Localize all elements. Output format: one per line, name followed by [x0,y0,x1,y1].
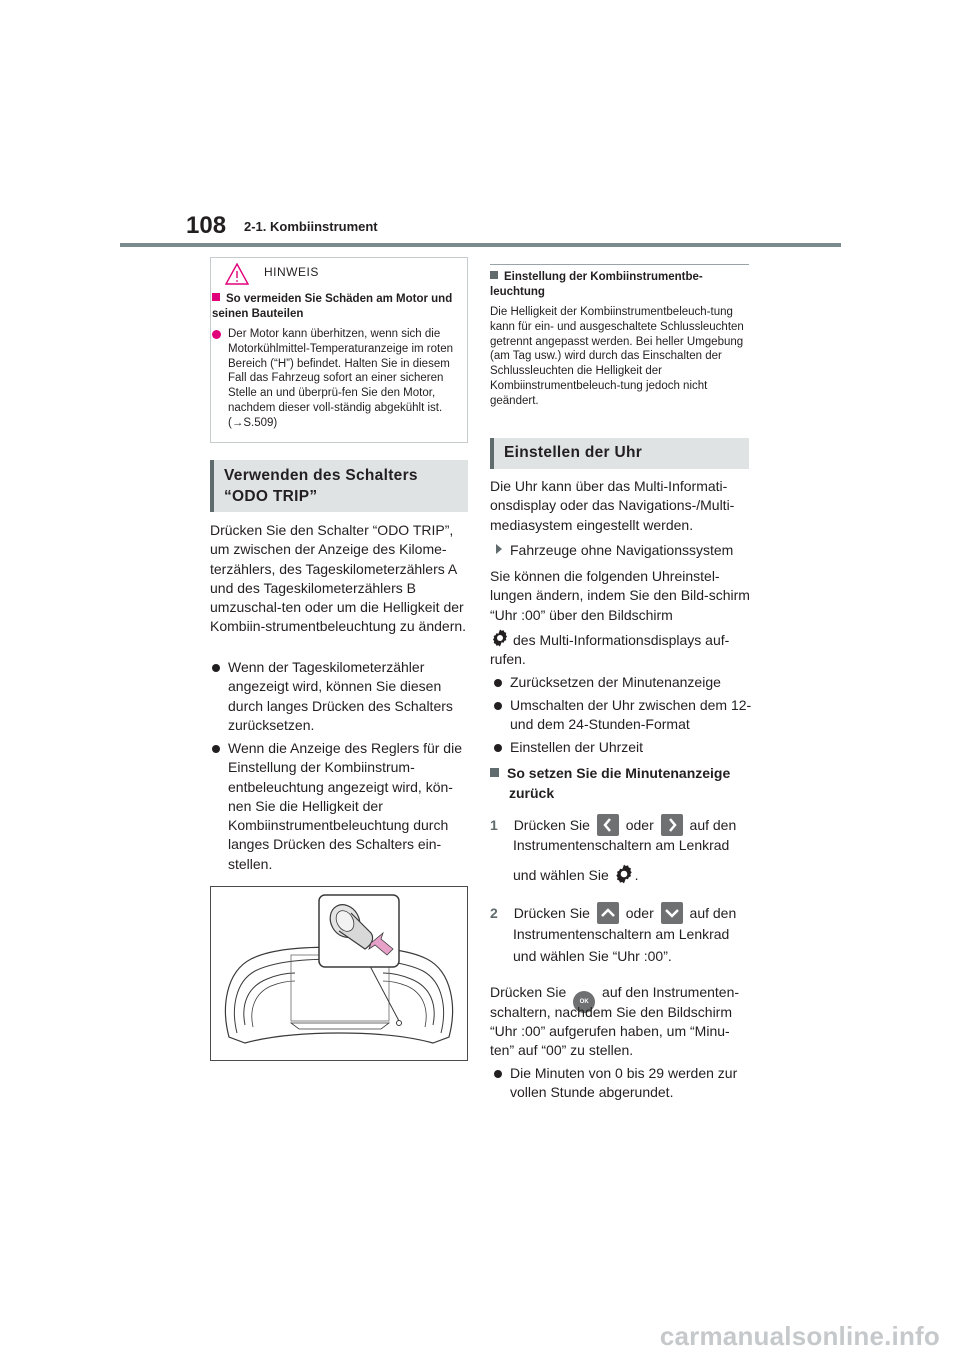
brightness-subhead-text: Einstellung der Kombiinstrumentbe-leuchtung [490,271,703,298]
reset-minutes-subhead-line-1: So setzen Sie die Minutenanzeige [507,765,731,781]
watermark: carmanualsonline.info [659,1321,940,1351]
section-heading-odo-trip [210,460,468,512]
arrow-right-button-icon [661,814,683,836]
step-1-text-f: . [634,867,639,883]
header-rule [120,243,841,247]
step-1-text-e: und wählen Sie [513,867,609,883]
brightness-text: Die Helligkeit der Kombiinstrumentbeleuch-tung kann für ein- und ausgeschaltete Schlussleuchten getrennt angepasst werden. Bei heller Umgebung (am Tag usw.) wird durch das Einschalten der Schlussleuchten die Helligkeit der Kombiinstrumentbeleuch-tung jedoch nicht geändert. [490,306,744,407]
notice-heading [212,292,462,322]
arrow-left-button-icon [597,814,619,836]
step-2-text-c: auf den [689,905,737,921]
final-line-2: schaltern, nachdem Sie den Bildschirm [490,1004,733,1020]
step-1-text-a: Drücken Sie [513,817,590,833]
step-2-line-3: und wählen Sie “Uhr :00”. [513,948,672,964]
final-text-b: auf den Instrumenten- [602,984,740,1000]
settings-gear-icon [490,629,510,649]
square-bullet-icon [490,768,499,777]
step-1-text-c: auf den [689,817,737,833]
section-heading-bar [490,438,494,469]
section-heading-bar [210,460,214,512]
arrow-up-button-icon [597,902,619,924]
final-line-3: “Uhr :00” aufgerufen haben, um “Minu- [490,1023,730,1039]
reset-minutes-subhead [490,764,752,803]
vehicle-type-note-text: Fahrzeuge ohne Navigationssystem [510,542,734,558]
step-1-line-1 [490,814,752,836]
step-2-line-1 [490,902,752,924]
step-1-text-b: oder [625,817,654,833]
section-heading-clock-text: Einstellen der Uhr [504,444,643,461]
notice-body: Der Motor kann überhitzen, wenn sich die Motorkühlmittel-Temperaturanzeige im roten Bereich (“H”) befindet. Halten Sie in diesem Fall das Fahrzeug sofort an einer sicheren Stelle an und überprü-fen Sie den Motor, nachdem dieser voll-ständig abgekühlt ist. (→S.509) [228,328,453,429]
instrument-cluster-illustration [211,887,467,1060]
arrow-down-button-icon [661,902,683,924]
odo-trip-intro: Drücken Sie den Schalter “ODO TRIP”, um zwischen der Anzeige des Kilome-terzählers, des Tageskilometerzählers A und des Tageskilometerzählers B umzuschal-ten oder um die Helligkeit der Kombiin-strumentbeleuchtung zu ändern. [210,522,467,635]
section-heading-clock [490,438,749,469]
vehicle-type-note [496,541,756,560]
brightness-subhead [490,270,749,299]
step-2-text-a: Drücken Sie [513,905,590,921]
step-1-number: 1 [490,817,498,833]
right-top-rule [490,264,749,265]
clock-settings-text: Sie können die folgenden Uhreinstel-lungen ändern, indem Sie den Bild-schirm “Uhr :00” über den Bildschirm [490,568,750,623]
warning-icon [225,263,249,285]
clock-settings-text-2-content: des Multi-Informationsdisplays auf-rufen. [490,632,730,668]
clock-bullet-3: Einstellen der Uhrzeit [492,738,754,757]
notice-title: HINWEIS [264,265,319,279]
page-number: 108 [186,212,227,239]
clock-settings-text-2 [490,629,752,670]
running-head: 2-1. Kombiinstrument [244,219,378,234]
clock-bullet-1: Zurücksetzen der Minutenanzeige [492,673,754,692]
odo-trip-bullet-2: Wenn die Anzeige des Reglers für die Einstellung der Kombiinstrum-entbeleuchtung angezeigt wird, kön-nen Sie die Helligkeit der Kombiinstrumentbeleuchtung durch langes Drücken des Schalters ein-stellen. [210,739,468,874]
instrument-cluster-figure [210,886,468,1061]
square-bullet-icon [212,293,220,301]
ok-button-icon: OK [573,991,595,1013]
square-bullet-icon [490,271,498,279]
rounding-bullet: Die Minuten von 0 bis 29 werden zur vollen Stunde abgerundet. [492,1064,754,1103]
odo-trip-bullet-1: Wenn der Tageskilometerzähler angezeigt wird, können Sie diesen durch langes Drücken des Schalters zurücksetzen. [210,658,468,735]
section-heading-line-2: “ODO TRIP” [224,488,318,505]
section-heading-line-1: Verwenden des Schalters [224,467,418,484]
final-line-4: ten” auf “00” zu stellen. [490,1042,634,1058]
notice-heading-text: So vermeiden Sie Schäden am Motor und seinen Bauteilen [212,293,453,320]
settings-gear-icon [613,863,635,885]
step-1-line-2: Instrumentenschaltern am Lenkrad [513,837,730,853]
step-2-text-b: oder [625,905,654,921]
step-2-number: 2 [490,905,498,921]
clock-bullet-2: Umschalten der Uhr zwischen dem 12- und dem 24-Stunden-Format [492,696,754,735]
final-text-a: Drücken Sie [490,984,567,1000]
step-2-line-2: Instrumentenschaltern am Lenkrad [513,926,730,942]
step-1-line-3 [513,863,639,885]
clock-intro: Die Uhr kann über das Multi-Informati-onsdisplay oder das Navigations-/Multi-mediasystem eingestellt werden. [490,478,735,533]
reset-minutes-subhead-line-2: zurück [509,784,555,801]
bullet-dot-icon [212,330,221,339]
triangle-right-icon [496,544,502,554]
